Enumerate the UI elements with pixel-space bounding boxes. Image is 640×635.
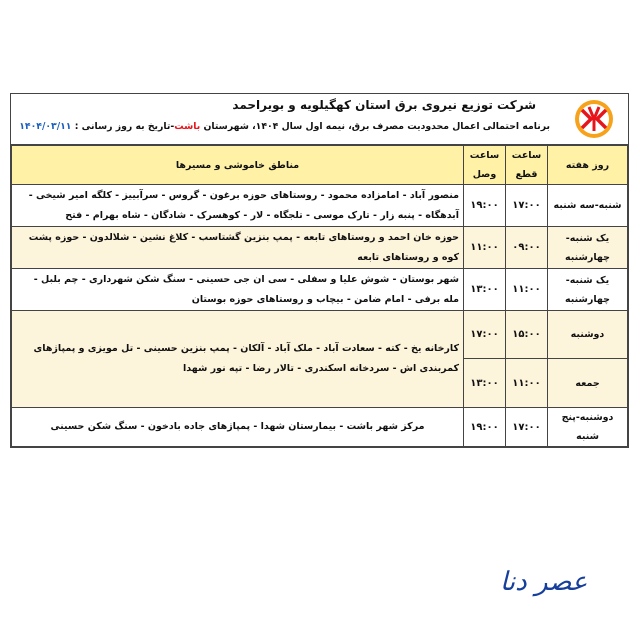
col-day-header: روز هفته [548,146,628,185]
power-company-logo [574,99,614,139]
row-cut-time: ۱۱:۰۰ [506,359,548,408]
blackout-table [11,145,628,447]
row-day: یک شنبه-چهارشنبه [548,227,628,269]
row-areas: مرکز شهر باشت - بیمارستان شهدا - پمپاژهای جاده بادخون - سنگ شکن حسینی [12,408,464,447]
subtitle-prefix: برنامه احتمالی اعمال محدودیت مصرف برق، نیمه اول سال ۱۴۰۴، شهرستان [203,121,550,132]
row-day: دوشنبه [548,311,628,359]
schedule-sheet [10,93,629,448]
program-subtitle [19,121,550,132]
row-cut-time: ۰۹:۰۰ [506,227,548,269]
row-cut-time: ۱۷:۰۰ [506,408,548,447]
city-name: باشت [174,121,201,132]
subtitle-suffix: -تاریخ به روز رسانی : [74,121,175,132]
row-areas: شهر بوستان - شوش علیا و سفلی - سی ان جی حسینی - سنگ شکن شهرداری - چم بلبل - مله برفی - امام ضامن - بیچاب و روستاهای حوزه بوستان [12,269,464,311]
row-cut-time: ۱۱:۰۰ [506,269,548,311]
sheet-header [11,94,628,145]
col-connect-header: ساعت وصل [464,146,506,185]
row-connect-time: ۱۱:۰۰ [464,227,506,269]
row-areas: منصور آباد - امامزاده محمود - روستاهای حوزه برغون - گروس - سرآبییز - کلگه امیر شیخی - آبدهگاه - پنبه زار - تارک موسی - تلجگاه - لار - کوهسرک - شادگان - شاه بهرام - فتح [12,185,464,227]
row-day: یک شنبه-چهارشنبه [548,269,628,311]
watermark-logo: عصر دنا [500,567,588,597]
row-day: دوشنبه-پنج شنبه [548,408,628,447]
row-areas-merged: کارخانه یخ - کته - سعادت آباد - ملک آباد - آلکان - پمپ بنزین حسینی - تل مویزی و پمپاژهای کمربندی اش - سردخانه اسکندری - تالار رضا - تپه نور شهدا [12,311,464,408]
row-areas: حوزه خان احمد و روستاهای تابعه - پمپ بنزین گشتاسب - کلاغ نشین - شلالدون - حوزه پشت کوه و روستاهای تابعه [12,227,464,269]
table-row [12,227,628,269]
update-date: ۱۴۰۴/۰۳/۱۱ [19,121,72,132]
col-cut-header: ساعت قطع [506,146,548,185]
table-row [12,269,628,311]
row-day: شنبه-سه شنبه [548,185,628,227]
row-connect-time: ۱۳:۰۰ [464,359,506,408]
col-areas-header: مناطق خاموشی و مسیرها [12,146,464,185]
table-row [12,185,628,227]
row-connect-time: ۱۳:۰۰ [464,269,506,311]
row-cut-time: ۱۵:۰۰ [506,311,548,359]
row-connect-time: ۱۹:۰۰ [464,185,506,227]
company-title: شرکت توزیع نیروی برق استان کهگیلویه و بویراحمد [232,98,536,112]
row-connect-time: ۱۹:۰۰ [464,408,506,447]
row-day: جمعه [548,359,628,408]
row-connect-time: ۱۷:۰۰ [464,311,506,359]
row-cut-time: ۱۷:۰۰ [506,185,548,227]
table-row [12,311,628,359]
table-header-row [12,146,628,185]
table-row [12,408,628,447]
